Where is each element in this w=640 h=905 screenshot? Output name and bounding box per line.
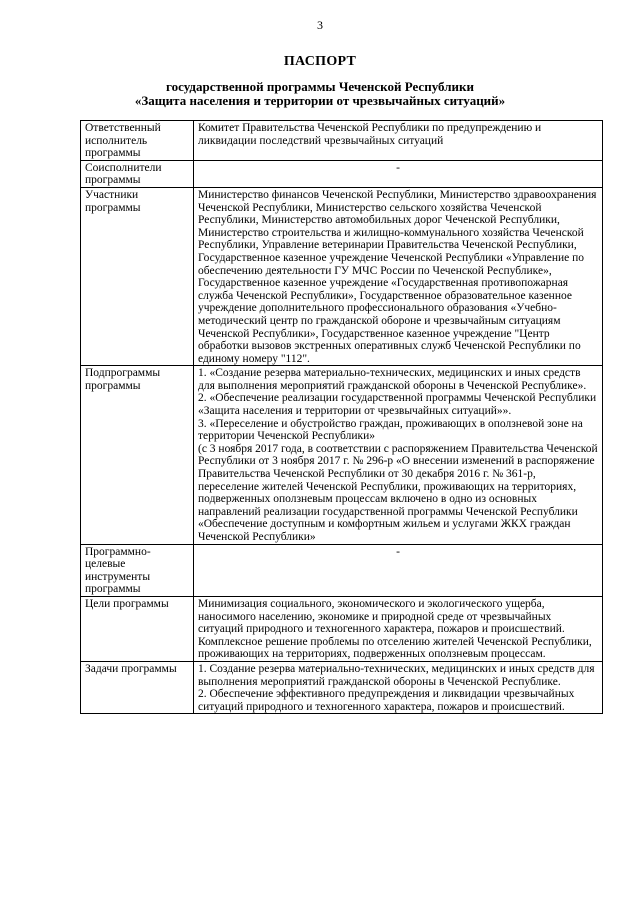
row-label: Подпрограммы программы: [81, 366, 194, 544]
row-value: [194, 121, 603, 161]
document-header: [0, 54, 640, 108]
row-tasks: [81, 661, 603, 713]
task-item: 2. Обеспечение эффективного предупреждения и ликвидации чрезвычайных ситуаций природного и техногенного характера, пожаров и происшествий.: [198, 688, 575, 713]
row-label: Участники программы: [81, 187, 194, 365]
row-value-text: -: [396, 161, 400, 174]
row-value-text: -: [396, 545, 400, 558]
row-value: [194, 160, 603, 187]
row-label: Ответственный исполнитель программы: [81, 121, 194, 161]
row-co-executors: [81, 160, 603, 187]
row-label: Цели программы: [81, 596, 194, 661]
row-value: [194, 596, 603, 661]
row-value: [194, 661, 603, 713]
row-subprograms: [81, 366, 603, 544]
document-subtitle-line2: «Защита населения и территории от чрезвычайных ситуаций»: [134, 93, 506, 108]
row-label: Задачи программы: [81, 661, 194, 713]
row-value: [194, 544, 603, 596]
row-responsible-executor: [81, 121, 603, 161]
row-value: [194, 366, 603, 544]
row-value-text: Комитет Правительства Чеченской Республики по предупреждению и ликвидации последствий чрезвычайных ситуаций: [198, 122, 542, 147]
row-value-text: Министерство финансов Чеченской Республики, Министерство здравоохранения Чеченской Республики, Министерство сельского хозяйства Чеченской Республики, Министерство автомобильных дорог Чеченской Республики, Министерство строительства и жилищно-коммунального хозяйства Чеченской Республики, Управление ветеринарии Правительства Чеченской Республики, Государственное казенное учреждение Чеченской Республики «Управление по обеспечению деятельности ГУ МЧС России по Чеченской Республике», Государственное казенное учреждение «Государственная противопожарная служба Чеченской Республики», Государственное образовательное казенное учреждение дополнительного профессионального образования «Учебно-методический центр по гражданской обороне и чрезвычайным ситуациям Чеченской Республики», Государственное казенное учреждение "Центр обработки вызовов экстренных оперативных служб Чеченской Республики по единому номеру "112".: [198, 188, 597, 365]
subprogram-note: (с 3 ноября 2017 года, в соответствии с распоряжением Правительства Чеченской Республики от 3 ноября 2017 г. № 296-р «О внесении изменений в распоряжение Правительства Чеченской Республики от 30 декабря 2016 г. № 361-р, переселение жителей Чеченской Республики, проживающих на территориях, подверженных оползневым процессам включено в одно из основных направлений реализации государственной программы Чеченской Республики «Обеспечение доступным и комфортным жильем и услугами ЖКХ граждан Чеченской Республики»: [198, 442, 598, 543]
document-title: ПАСПОРТ: [283, 54, 357, 69]
subprogram-item: 1. «Создание резерва материально-технических, медицинских и иных средств для выполнения мероприятий гражданской обороны в Чеченской Республике».: [198, 367, 587, 392]
subprogram-item: 2. «Обеспечение реализации государственной программы Чеченской Республики «Защита населения и территории от чрезвычайных ситуаций»».: [198, 392, 597, 418]
task-item: 1. Создание резерва материально-технических, медицинских и иных средств для выполнения мероприятий гражданской обороны в Чеченской Республике.: [198, 662, 595, 688]
passport-table: [80, 120, 603, 714]
row-label: Соисполнители программы: [81, 160, 194, 187]
page-number: 3: [317, 18, 323, 32]
goal-paragraph: Комплексное решение проблемы по отселению жителей Чеченской Республики, проживающих на территориях, подверженных оползневым процессам.: [198, 635, 592, 661]
row-program-target-tools: [81, 544, 603, 596]
row-participants: [81, 187, 603, 365]
document-subtitle-line1: государственной программы Чеченской Республики: [166, 79, 474, 94]
row-label: Программно-целевые инструменты программы: [81, 544, 194, 596]
passport-table-body: [81, 121, 603, 714]
row-goals: [81, 596, 603, 661]
goal-paragraph: Минимизация социального, экономического и экологического ущерба, наносимого населению, экономике и природной среде от чрезвычайных ситуаций природного и техногенного характера, пожаров и происшествий.: [198, 597, 565, 636]
row-value: [194, 187, 603, 365]
subprogram-item: 3. «Переселение и обустройство граждан, проживающих в оползневой зоне на территории Чеченской Республики»: [198, 417, 583, 443]
